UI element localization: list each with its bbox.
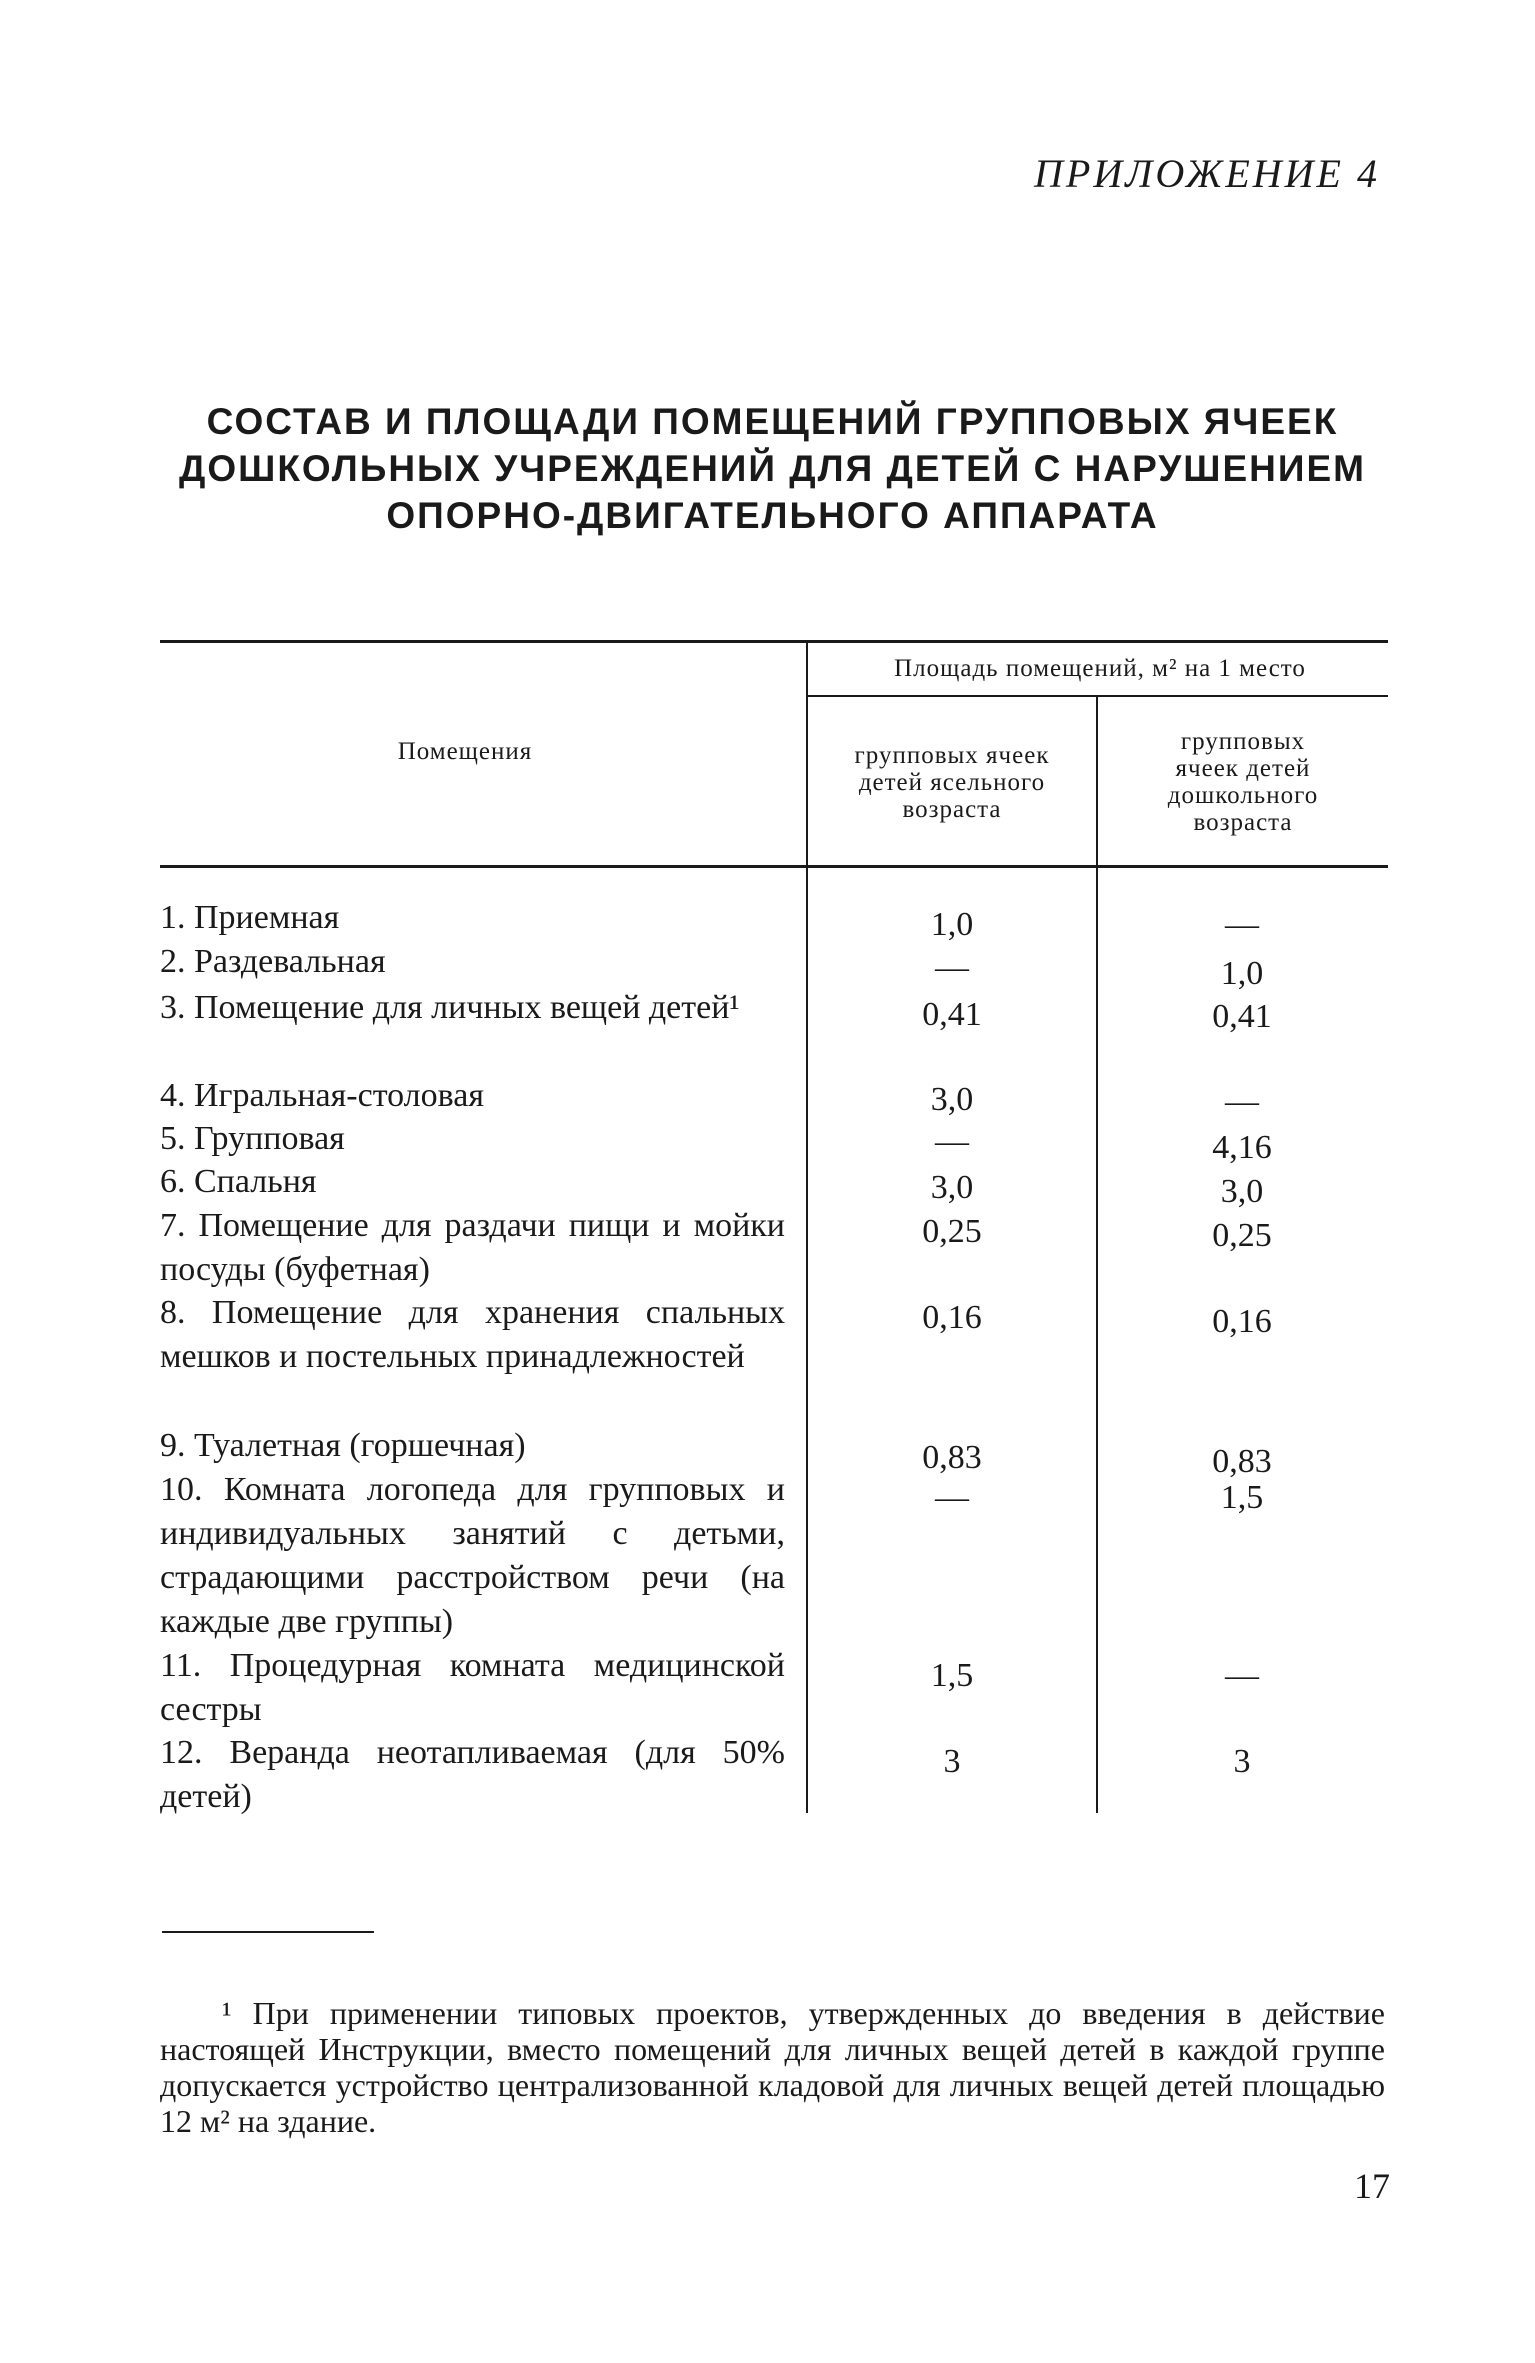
header-preschool-line: дошкольного xyxy=(1167,782,1319,809)
table-column-divider-2 xyxy=(1096,697,1098,1813)
table-row-name: 3. Помещение для личных вещей детей¹ xyxy=(160,989,740,1026)
table-row-name: 2. Раздевальная xyxy=(160,943,386,980)
table-cell-preschool: 1,0 xyxy=(1220,955,1264,992)
table-header-bottom-rule xyxy=(160,865,1388,868)
header-nursery-line: детей ясельного xyxy=(858,769,1046,796)
document-title xyxy=(130,398,1415,539)
footnote: ¹ При применении типовых проектов, утвержденных до введения в действие настоящей Инструкции, вместо помещений для личных вещей детей в каждой группе допускается устройство централизованной кладовой для личных вещей детей площадью 12 м² на здание. xyxy=(160,1995,1385,2139)
header-rooms: Помещения xyxy=(397,738,533,765)
table-cell-nursery: 0,25 xyxy=(922,1213,982,1250)
table-cell-preschool: 0,83 xyxy=(1212,1443,1272,1480)
table-cell-nursery: 1,0 xyxy=(930,906,974,943)
table-subheader-rule xyxy=(808,695,1388,697)
header-area: Площадь помещений, м² на 1 место xyxy=(894,655,1306,682)
table-row-name: 5. Групповая xyxy=(160,1120,345,1157)
table-cell-nursery: 0,83 xyxy=(922,1439,982,1476)
table-cell-preschool: 0,16 xyxy=(1212,1303,1272,1340)
table-cell-preschool: — xyxy=(1225,1657,1259,1694)
table-cell-nursery: 3,0 xyxy=(930,1081,974,1118)
title-line-3: ОПОРНО-ДВИГАТЕЛЬНОГО АППАРАТА xyxy=(386,495,1159,536)
table-cell-nursery: — xyxy=(935,1479,969,1516)
table-column-divider-1 xyxy=(806,643,808,1813)
header-preschool-line: возраста xyxy=(1193,809,1293,836)
header-nursery-line: групповых ячеек xyxy=(854,742,1050,769)
table-cell-preschool: 3,0 xyxy=(1220,1173,1264,1210)
table-cell-preschool: 1,5 xyxy=(1220,1479,1264,1516)
table-cell-nursery: 3 xyxy=(943,1743,961,1780)
table-cell-preschool: — xyxy=(1225,906,1259,943)
table-row-name: 1. Приемная xyxy=(160,899,340,936)
table-cell-nursery: — xyxy=(935,1123,969,1160)
title-line-1: СОСТАВ И ПЛОЩАДИ ПОМЕЩЕНИЙ ГРУППОВЫХ ЯЧЕЕК xyxy=(206,401,1339,442)
table-cell-nursery: 3,0 xyxy=(930,1169,974,1206)
table-cell-nursery: 0,16 xyxy=(922,1299,982,1336)
table-row-name: 12. Веранда неотапливаемая (для 50% детей) xyxy=(160,1734,785,1815)
header-preschool xyxy=(1102,728,1384,836)
title-line-2: ДОШКОЛЬНЫХ УЧРЕЖДЕНИЙ ДЛЯ ДЕТЕЙ С НАРУШЕНИЕМ xyxy=(179,448,1366,489)
table-top-rule xyxy=(160,640,1388,643)
table-row-name: 8. Помещение для хранения спальных мешков и постельных принадлежностей xyxy=(160,1294,785,1375)
table-cell-preschool: 3 xyxy=(1233,1743,1251,1780)
header-preschool-line: групповых xyxy=(1180,728,1306,755)
table-row-name: 11. Процедурная комната медицинской сестры xyxy=(160,1647,785,1728)
table-cell-preschool: 0,25 xyxy=(1212,1217,1272,1254)
header-preschool-line: ячеек детей xyxy=(1175,755,1311,782)
header-nursery xyxy=(812,742,1092,823)
table-cell-preschool: 0,41 xyxy=(1212,998,1272,1035)
footnote-separator xyxy=(162,1931,374,1933)
table-row-name: 6. Спальня xyxy=(160,1163,317,1200)
table-row-name: 4. Игральная-столовая xyxy=(160,1077,484,1114)
table-row-name: 10. Комната логопеда для групповых и индивидуальных занятий с детьми, страдающими расстройством речи (на каждые две группы) xyxy=(160,1471,785,1640)
table-cell-nursery: — xyxy=(935,949,969,986)
table-row-name: 7. Помещение для раздачи пищи и мойки посуды (буфетная) xyxy=(160,1207,785,1288)
table-cell-preschool: 4,16 xyxy=(1212,1129,1272,1166)
table-row-name: 9. Туалетная (горшечная) xyxy=(160,1427,526,1464)
appendix-label: ПРИЛОЖЕНИЕ 4 xyxy=(1034,151,1380,196)
table-cell-nursery: 1,5 xyxy=(930,1657,974,1694)
page-number: 17 xyxy=(1354,2166,1390,2206)
table-cell-preschool: — xyxy=(1225,1083,1259,1120)
header-nursery-line: возраста xyxy=(902,796,1002,823)
table-cell-nursery: 0,41 xyxy=(922,996,982,1033)
